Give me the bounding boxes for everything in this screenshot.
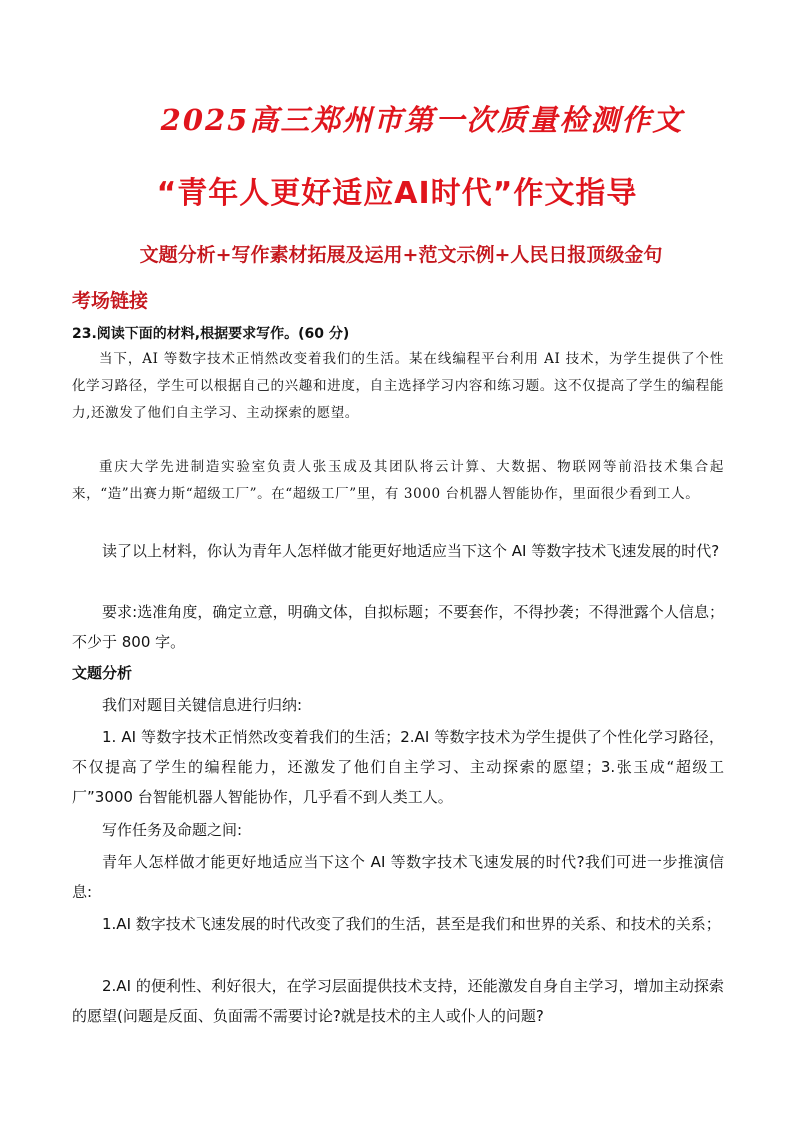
question-title: 23.阅读下面的材料,根据要求写作。(60 分) [72, 326, 350, 342]
analysis-point-2: 2.AI 的便利性、利好很大，在学习层面提供技术支持，还能激发自身自主学习，增加主动探索的愿望(问题是反面、负面需不需要讨论?就是技术的主人或仆人的问题? [72, 977, 724, 1025]
document-subtitle: “青年人更好适应AI时代”作文指导 [156, 176, 638, 211]
task-text: 青年人怎样做才能更好地适应当下这个 AI 等数字技术飞速发展的时代?我们可进一步推演信息: [72, 853, 724, 901]
writing-requirements: 要求:选准角度，确定立意，明确文体，自拟标题；不要套作，不得抄袭；不得泄露个人信息；不少于 800 字。 [72, 603, 724, 651]
document-tagline: 文题分析+写作素材拓展及运用+范文示例+人民日报顶级金句 [139, 244, 663, 266]
material-paragraph-2: 重庆大学先进制造实验室负责人张玉成及其团队将云计算、大数据、物联网等前沿技术集合起来，“造”出赛力斯“超级工厂”。在“超级工厂”里，有 3000 台机器人智能协作，里面很少看到工人。 [72, 459, 724, 502]
document-title: 2025高三郑州市第一次质量检测作文 [160, 103, 684, 137]
writing-prompt: 读了以上材料，你认为青年人怎样做才能更好地适应当下这个 AI 等数字技术飞速发展的时代? [102, 542, 720, 560]
analysis-intro: 我们对题目关键信息进行归纳: [102, 696, 303, 714]
material-paragraph-1: 当下，AI 等数字技术正悄然改变着我们的生活。某在线编程平台利用 AI 技术，为学生提供了个性化学习路径，学生可以根据自己的兴趣和进度，自主选择学习内容和练习题。这不仅提高了学生的编程能力,还激发了他们自主学习、主动探索的愿望。 [72, 351, 724, 421]
analysis-point-1: 1.AI 数字技术飞速发展的时代改变了我们的生活，甚至是我们和世界的关系、和技术的关系； [102, 915, 721, 933]
section-exam-link: 考场链接 [72, 290, 149, 312]
analysis-heading: 文题分析 [72, 664, 133, 682]
analysis-summary: 1. AI 等数字技术正悄然改变着我们的生活；2.AI 等数字技术为学生提供了个性化学习路径，不仅提高了学生的编程能力，还激发了他们自主学习、主动探索的愿望；3.张玉成“超级工厂”3000 台智能机器人智能协作，几乎看不到人类工人。 [72, 728, 724, 806]
task-heading: 写作任务及命题之间: [102, 821, 243, 839]
